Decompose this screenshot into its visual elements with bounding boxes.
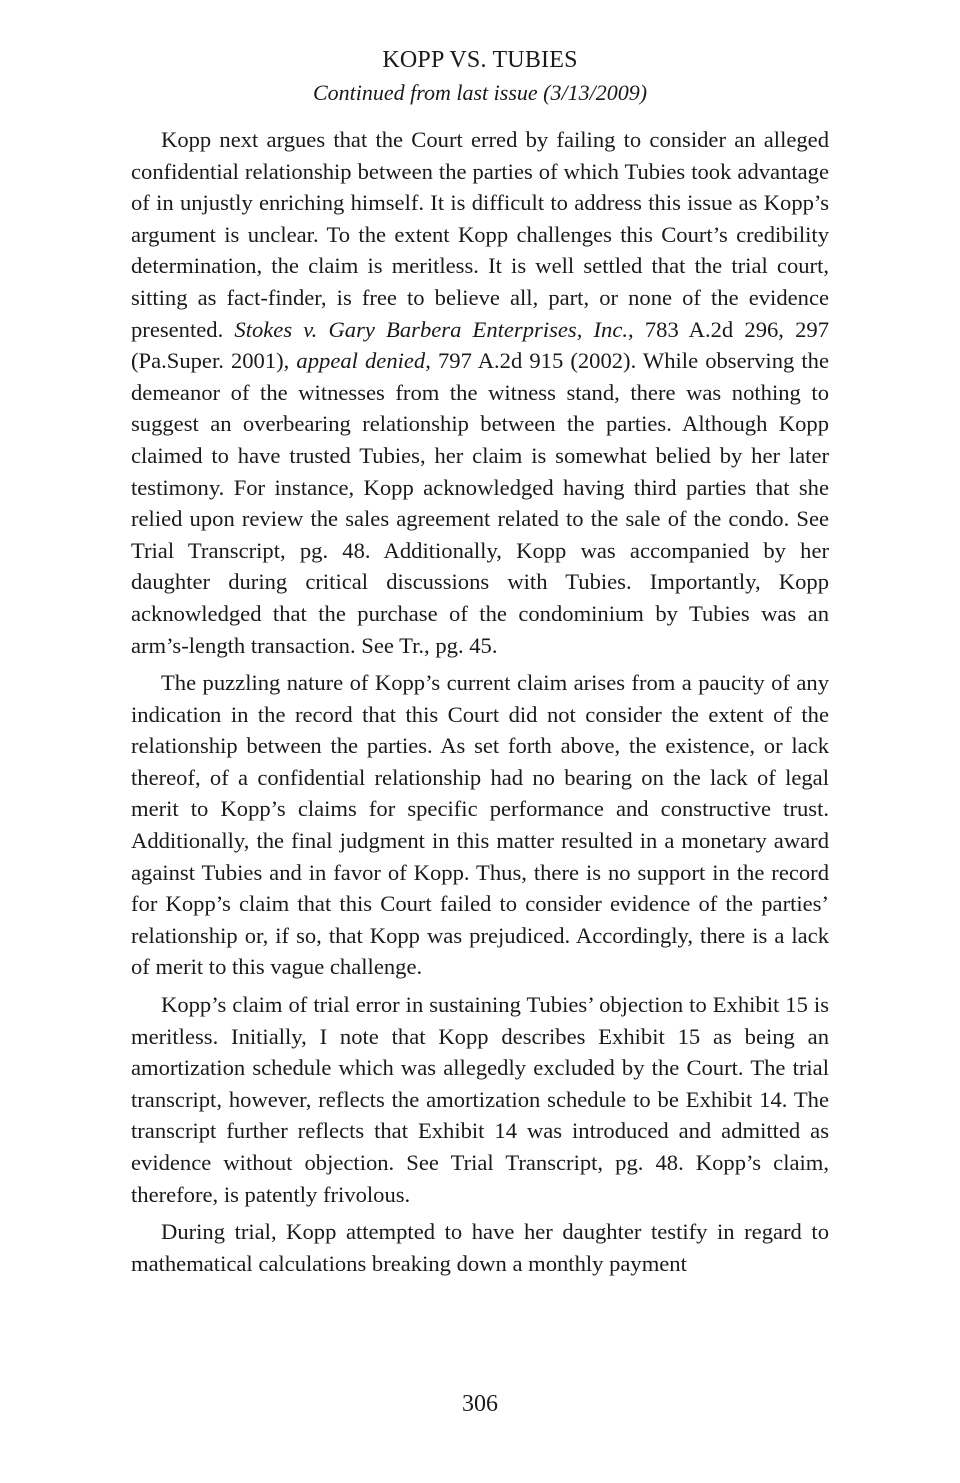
- case-citation-name: Stokes v. Gary Barbera Enterprises, Inc.: [234, 316, 629, 342]
- running-header-title: KOPP VS. TUBIES: [382, 47, 578, 73]
- text-segment: During trial, Kopp attempted to have her daughter testify in regard to mathematical calculations breaking down a monthly payment: [131, 1219, 829, 1276]
- citation-history: appeal denied: [296, 348, 426, 374]
- paragraph-1: [131, 124, 829, 661]
- page-number: 306: [462, 1391, 498, 1417]
- text-segment: Kopp’s claim of trial error in sustaining Tubies’ objection to Exhibit 15 is meritless. Initially, I note that Kopp describes Exhibit 15 as being an amortization schedule which was allegedly excluded by the Court. The trial transcript, however, reflects the amortization schedule to be Exhibit 14. The transcript further reflects that Exhibit 14 was introduced and admitted as evidence without objection. See Trial Transcript, pg. 48. Kopp’s claim, therefore, is patently frivolous.: [131, 992, 829, 1207]
- running-header-subtitle: Continued from last issue (3/13/2009): [312, 80, 648, 105]
- text-segment: The puzzling nature of Kopp’s current claim arises from a paucity of any indication in the record that this Court did not consider the extent of the relationship between the parties. As set forth above, the existence, or lack thereof, of a confidential relationship had no bearing on the lack of legal merit to Kopp’s claims for specific performance and constructive trust. Additionally, the final judgment in this matter resulted in a monetary award against Tubies and in favor of Kopp. Thus, there is no support in the record for Kopp’s claim that this Court failed to consider evidence of the parties’ relationship or, if so, that Kopp was prejudiced. Accordingly, there is a lack of merit to this vague challenge.: [131, 670, 829, 980]
- paragraph-4: [131, 1216, 829, 1279]
- text-segment: , 797 A.2d 915 (2002). While observing the demeanor of the witnesses from the witness stand, there was nothing to suggest an overbearing relationship between the parties. Although Kopp claimed to have trusted Tubies, her claim is somewhat belied by her later testimony. For instance, Kopp acknowledged having third parties that she relied upon review the sales agreement related to the sale of the condo. See Trial Transcript, pg. 48. Additionally, Kopp was accompanied by her daughter during critical discussions with Tubies. Importantly, Kopp acknowledged that the purchase of the condominium by Tubies was an arm’s-length transaction. See Tr., pg. 45.: [131, 348, 829, 658]
- text-segment: Kopp next argues that the Court erred by failing to consider an alleged confidential relationship between the parties of which Tubies took advantage of in unjustly enriching himself. It is difficult to address this issue as Kopp’s argument is unclear. To the extent Kopp challenges this Court’s credibility determination, the claim is meritless. It is well settled that the trial court, sitting as fact-finder, is free to believe all, part, or none of the evidence presented.: [131, 127, 829, 342]
- paragraph-2: [131, 667, 829, 983]
- paragraph-3: [131, 989, 829, 1210]
- text-segment: , 783 A.2d 296, 297 (Pa.Super. 2001),: [131, 316, 829, 374]
- body-text: [131, 124, 829, 1285]
